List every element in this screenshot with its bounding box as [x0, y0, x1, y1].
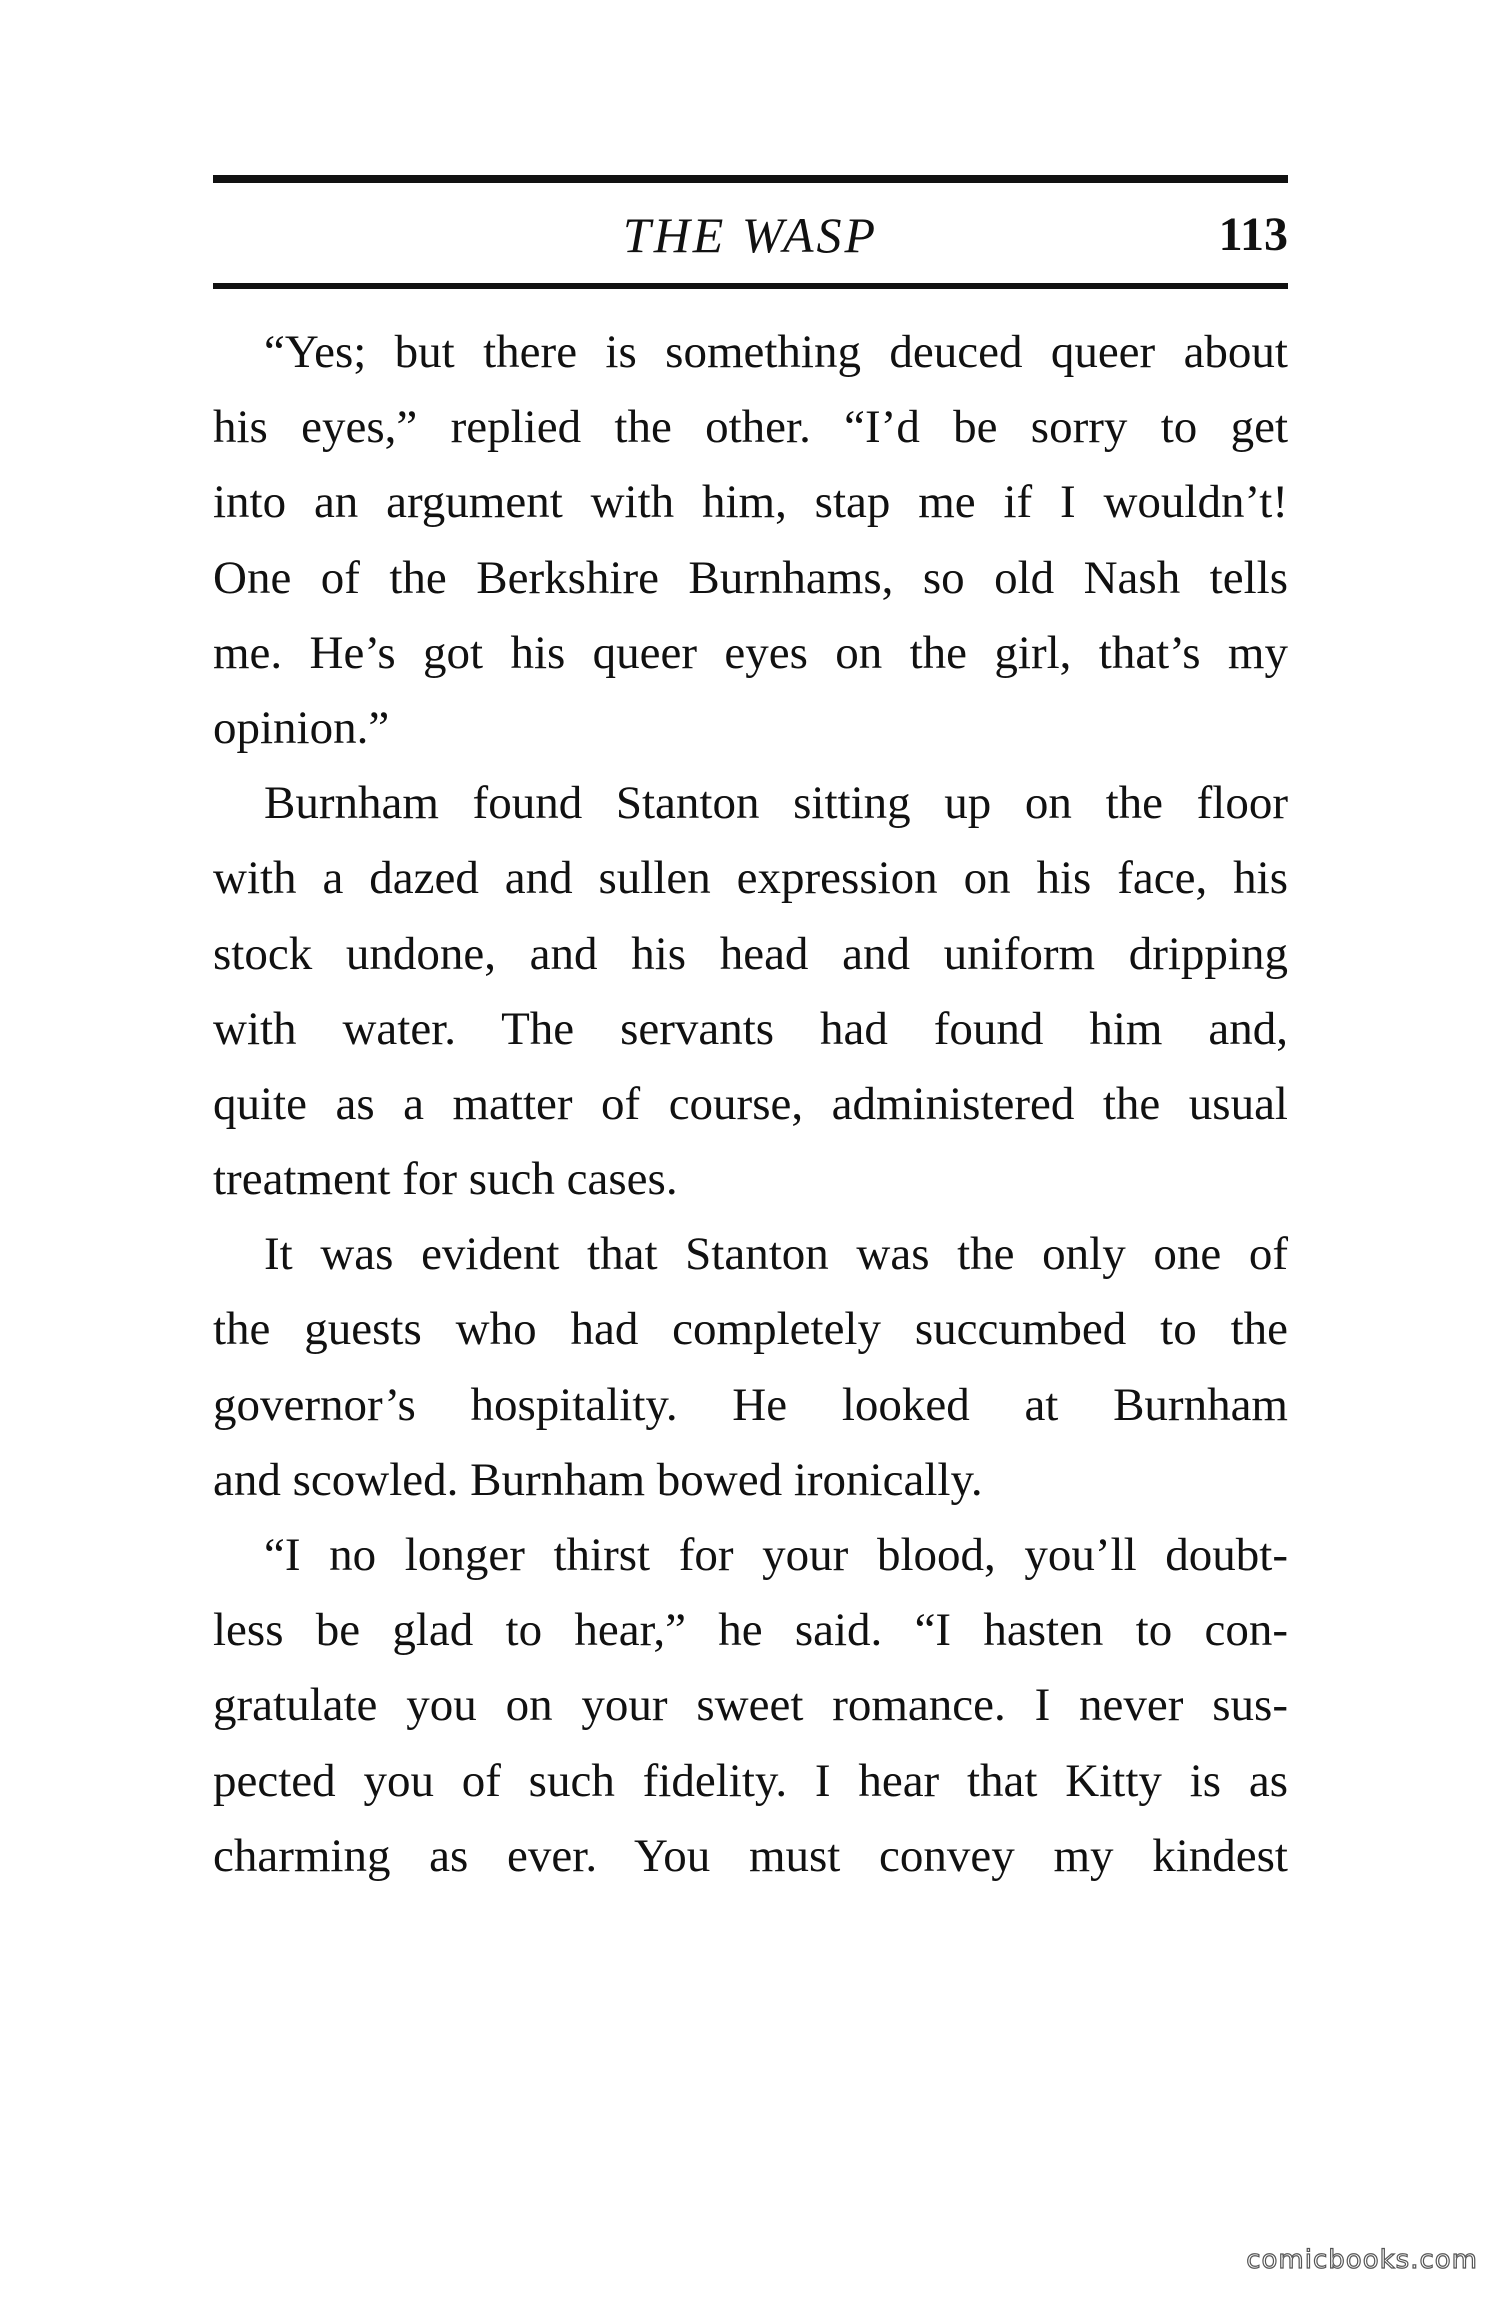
text-line: governor’s hospitality. He looked at Burnham	[213, 1378, 1288, 1431]
text-line: and scowled. Burnham bowed ironically.	[213, 1453, 983, 1506]
text-line: One of the Berkshire Burnhams, so old Nash tells	[213, 551, 1288, 604]
paragraph	[213, 1217, 1288, 1518]
running-title: THE WASP	[622, 207, 879, 263]
text-line: me. He’s got his queer eyes on the girl, that’s my	[213, 626, 1288, 679]
text-line: treatment for such cases.	[213, 1153, 678, 1206]
body-text	[213, 315, 1288, 1894]
paragraph	[213, 315, 1288, 766]
header-rule-top	[213, 175, 1288, 183]
text-line: Burnham found Stanton sitting up on the floor	[264, 777, 1288, 830]
text-line: his eyes,” replied the other. “I’d be sorry to get	[213, 401, 1288, 454]
text-line: the guests who had completely succumbed to the	[213, 1303, 1288, 1356]
paragraph	[213, 766, 1288, 1217]
header-rule-bottom	[213, 283, 1288, 289]
text-line: opinion.”	[213, 701, 390, 754]
running-header	[213, 205, 1288, 265]
text-line: less be glad to hear,” he said. “I hasten to con-	[213, 1604, 1288, 1657]
text-line: “Yes; but there is something deuced queer about	[264, 326, 1288, 378]
text-line: pected you of such fidelity. I hear that Kitty is as	[213, 1754, 1288, 1807]
text-line: “I no longer thirst for your blood, you’ll doubt-	[264, 1529, 1288, 1581]
text-line: stock undone, and his head and uniform dripping	[213, 927, 1288, 980]
text-line: into an argument with him, stap me if I wouldn’t!	[213, 476, 1288, 529]
text-line: charming as ever. You must convey my kindest	[213, 1829, 1288, 1882]
page-number: 113	[1218, 208, 1288, 261]
text-line: It was evident that Stanton was the only one of	[264, 1228, 1288, 1281]
text-line: with a dazed and sullen expression on his face, his	[213, 852, 1288, 905]
text-line: with water. The servants had found him and,	[213, 1002, 1288, 1055]
text-line: gratulate you on your sweet romance. I never sus-	[213, 1679, 1288, 1732]
watermark: comicbooks.com	[1246, 2245, 1478, 2275]
paragraph	[213, 1518, 1288, 1894]
text-line: quite as a matter of course, administered the usual	[213, 1077, 1288, 1130]
